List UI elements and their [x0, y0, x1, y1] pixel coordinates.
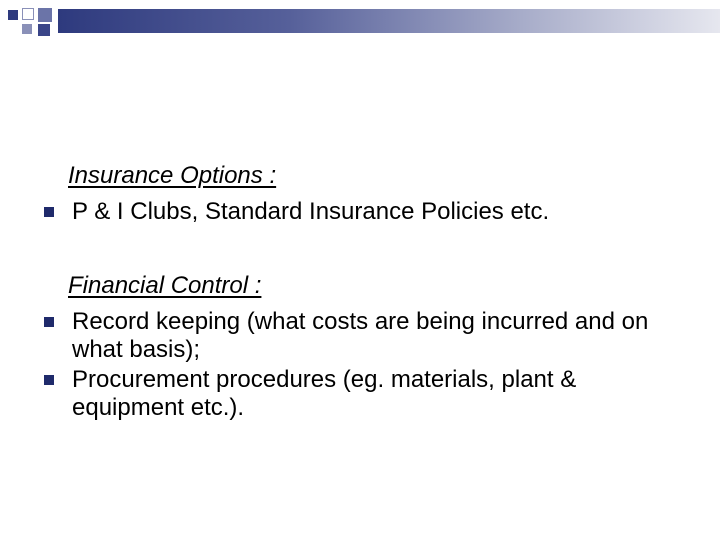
square-bullet-icon: [44, 207, 54, 217]
section-heading-insurance-options: Insurance Options :: [68, 162, 277, 189]
list-item: P & I Clubs, Standard Insurance Policies etc.: [72, 198, 550, 225]
list-item: Procurement procedures (eg. materials, plant & equipment etc.).: [72, 366, 577, 421]
section-heading-financial-control: Financial Control :: [68, 272, 262, 299]
list-item: Record keeping (what costs are being incurred and on what basis);: [72, 308, 649, 363]
square-bullet-icon: [44, 317, 54, 327]
square-bullet-icon: [44, 375, 54, 385]
